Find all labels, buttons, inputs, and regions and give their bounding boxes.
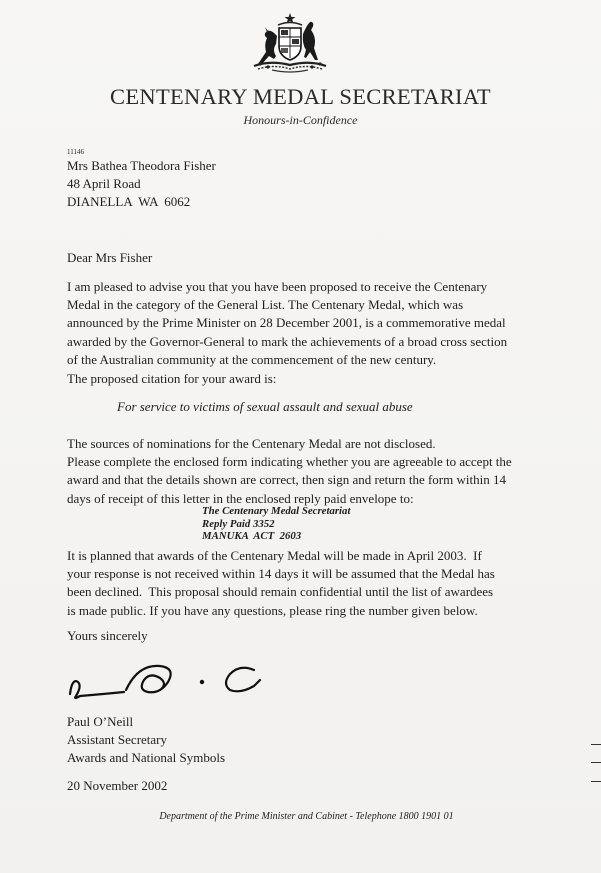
paragraph-line: award and that the details shown are correct, then sign and return the form within 14 — [67, 472, 506, 488]
letterhead-title: CENTENARY MEDAL SECRETARIAT — [110, 84, 491, 109]
paragraph-award-proposal — [67, 278, 547, 369]
signature-image — [64, 656, 274, 704]
reply-address — [202, 505, 350, 543]
letter-footer: Department of the Prime Minister and Cabinet - Telephone 1800 1901 01 — [159, 811, 454, 822]
coat-of-arms-icon — [248, 12, 332, 74]
paragraph-line: The sources of nominations for the Centenary Medal are not disclosed. — [67, 436, 436, 451]
paragraph-line: awarded by the Governor-General to mark the achievements of a broad cross section — [67, 333, 508, 349]
paragraph-instructions — [67, 435, 547, 508]
reply-address-line: The Centenary Medal Secretariat — [202, 505, 351, 517]
reply-address-line: Reply Paid 3352 — [202, 517, 275, 530]
signatory-branch: Awards and National Symbols — [67, 750, 226, 765]
reference-number: 11146 — [67, 148, 84, 156]
letter-date: 20 November 2002 — [67, 778, 168, 793]
citation-text: For service to victims of sexual assault and sexual abuse — [117, 399, 413, 414]
reply-address-line: MANUKA ACT 2603 — [202, 530, 302, 543]
recipient-name: Mrs Bathea Theodora Fisher — [67, 158, 216, 173]
paragraph-line: It is planned that awards of the Centenary Medal will be made in April 2003. If — [67, 548, 482, 563]
recipient-street: 48 April Road — [67, 176, 141, 191]
paragraph-line: days of receipt of this letter in the enclosed reply paid envelope to: — [67, 490, 414, 506]
fold-mark — [591, 762, 601, 763]
recipient-locality: DIANELLA WA 6062 — [67, 194, 191, 209]
closing: Yours sincerely — [67, 628, 148, 643]
citation-intro: The proposed citation for your award is: — [67, 371, 277, 386]
paragraph-timeline — [67, 547, 547, 620]
paragraph-line: your response is not received within 14 days it will be assumed that the Medal has — [67, 566, 495, 582]
signatory-position: Assistant Secretary — [67, 732, 168, 747]
paragraph-line: announced by the Prime Minister on 28 December 2001, is a commemorative medal — [67, 315, 506, 331]
paragraph-line: is made public. If you have any questions, please ring the number given below. — [67, 602, 478, 618]
paragraph-line: Please complete the enclosed form indicating whether you are agreeable to accept the — [67, 454, 512, 470]
salutation: Dear Mrs Fisher — [67, 250, 153, 265]
letterhead-subtitle: Honours-in-Confidence — [243, 113, 358, 127]
paragraph-line: Medal in the category of the General List. The Centenary Medal, which was — [67, 297, 464, 313]
paragraph-line: been declined. This proposal should remain confidential until the list of awardees — [67, 584, 494, 600]
paragraph-line: I am pleased to advise you that you have been proposed to receive the Centenary — [67, 279, 488, 294]
paragraph-line: of the Australian community at the commencement of the new century. — [67, 351, 437, 367]
signatory-name: Paul O’Neill — [67, 714, 134, 729]
fold-mark — [591, 781, 601, 782]
fold-mark — [591, 744, 601, 745]
